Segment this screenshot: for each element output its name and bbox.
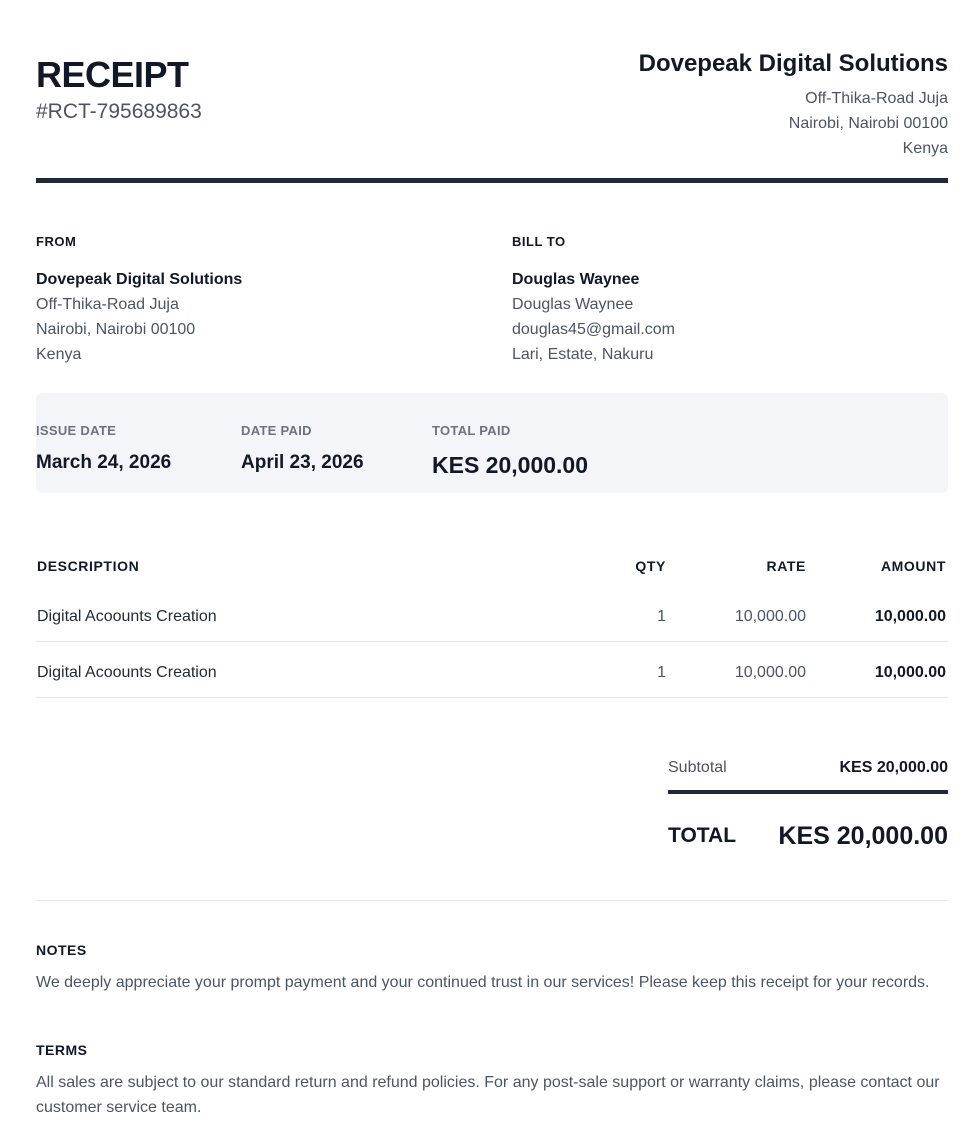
total-label: TOTAL [668,824,737,847]
total-value: KES 20,000.00 [778,822,948,850]
table-row [36,586,948,642]
subtotal-label: Subtotal [668,759,727,776]
issue-date-block [36,423,171,474]
item-description: Digital Acoounts Creation [37,664,217,681]
line-items-table [36,548,948,698]
issue-date-value: March 24, 2026 [36,452,172,473]
subtotal-row [668,756,948,790]
header-divider [36,178,948,183]
receipt-title: RECEIPT [36,54,189,95]
column-header-description: DESCRIPTION [37,558,140,574]
company-block [639,50,948,161]
from-label: FROM [36,234,77,249]
item-amount: 10,000.00 [874,664,946,681]
item-qty: 1 [657,608,666,625]
table-row [36,642,948,698]
date-paid-label: DATE PAID [241,423,312,438]
bill-to-label: BILL TO [512,234,566,249]
from-address-line: Nairobi, Nairobi 00100 [36,321,196,338]
total-paid-value: KES 20,000.00 [432,452,589,478]
issue-date-label: ISSUE DATE [36,423,117,438]
receipt-number: #RCT-795689863 [36,100,202,123]
bill-to-section [512,234,912,367]
bill-to-contact-name: Douglas Waynee [512,296,634,313]
from-name: Dovepeak Digital Solutions [36,271,243,288]
item-qty: 1 [657,664,666,681]
table-header-row [36,548,948,586]
terms-section [36,1042,948,1120]
receipt-header [36,0,948,184]
item-amount: 10,000.00 [874,608,946,625]
totals-section [668,756,948,854]
column-header-qty: QTY [635,558,666,574]
column-header-rate: RATE [766,558,806,574]
company-address-line: Kenya [902,140,948,157]
company-address-line: Nairobi, Nairobi 00100 [788,115,948,132]
bill-to-name: Douglas Waynee [512,271,640,288]
total-row [668,794,948,854]
column-header-amount: AMOUNT [880,558,946,574]
from-section [36,234,436,367]
total-paid-block [432,423,588,479]
notes-text: We deeply appreciate your prompt payment and your continued trust in our services! Please keep this receipt for your records. [36,974,930,991]
subtotal-value: KES 20,000.00 [839,759,948,776]
company-name: Dovepeak Digital Solutions [638,50,948,77]
terms-text: All sales are subject to our standard return and refund policies. For any post-sale support or warranty claims, please contact our customer service team. [36,1074,940,1116]
payment-summary-box [36,393,948,493]
item-rate: 10,000.00 [734,608,806,625]
item-description: Digital Acoounts Creation [37,608,217,625]
terms-label: TERMS [36,1042,88,1058]
date-paid-value: April 23, 2026 [241,452,364,473]
bill-to-address: Lari, Estate, Nakuru [512,346,654,363]
company-address-line: Off-Thika-Road Juja [805,90,948,107]
notes-label: NOTES [36,942,87,958]
item-rate: 10,000.00 [734,664,806,681]
total-paid-label: TOTAL PAID [432,423,511,438]
notes-section [36,942,948,995]
receipt-page [36,0,948,1132]
from-address-line: Kenya [36,346,82,363]
bill-to-email: douglas45@gmail.com [512,321,675,338]
from-address-line: Off-Thika-Road Juja [36,296,179,313]
date-paid-block [241,423,364,474]
footer-divider [36,900,948,901]
